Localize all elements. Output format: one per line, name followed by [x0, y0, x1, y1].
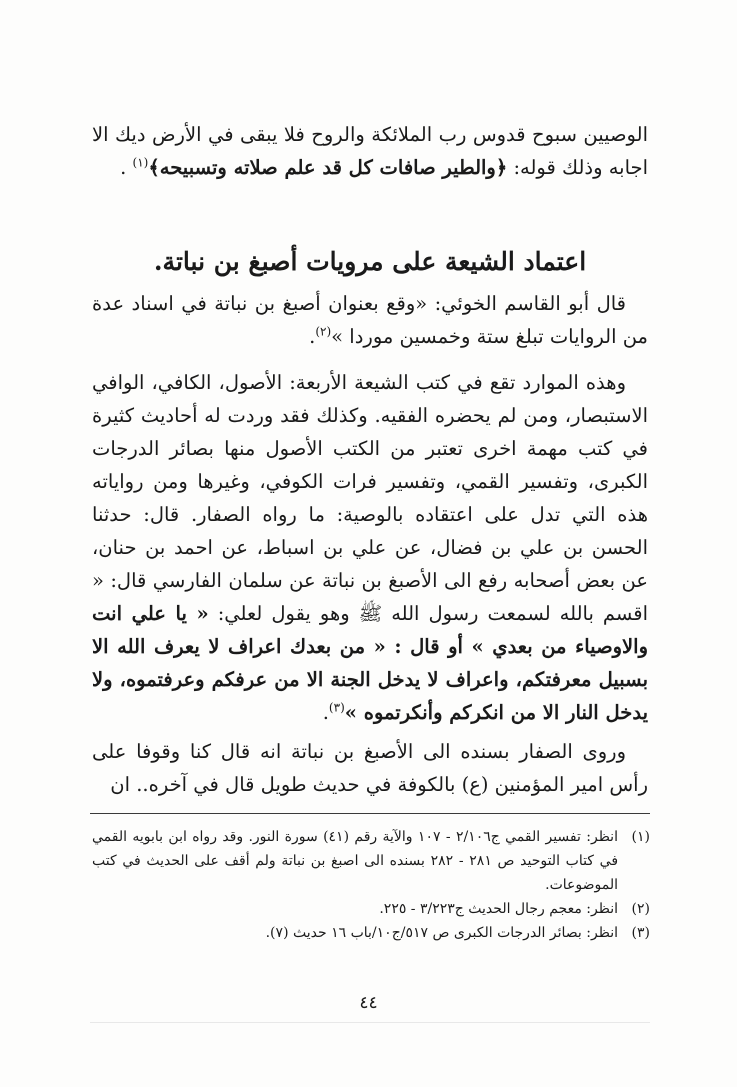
footnote-ref-2[interactable]: (٢): [315, 324, 332, 339]
paragraph-khoei-text: [92, 287, 648, 353]
intro-paragraph: [92, 118, 648, 184]
section-heading: اعتماد الشيعة على مرويات أصبغ بن نباتة.: [153, 247, 587, 276]
footnote-text: انظر: تفسير القمي ج٢/١٠٦ - ١٠٧ والآية رقم (٤١) سورة النور. وقد رواه ابن بابويه القمي في كتاب التوحيد ص ٢٨١ - ٢٨٢ بسنده الى اصبغ بن نباتة ولم أقف على الحديث في كتب الموضوعات.: [92, 829, 619, 893]
footnote-divider: [90, 813, 650, 814]
footnotes: [92, 825, 650, 945]
footnote-number: (٣): [631, 925, 650, 941]
paragraph-khoei: [92, 287, 648, 353]
intro-text: [92, 118, 648, 184]
footnote-text: انظر: معجم رجال الحديث ج٣/٢٢٣ - ٢٢٥.: [379, 901, 618, 917]
para3-body: وروى الصفار بسنده الى الأصبغ بن نباتة انه قال كنا وقوفا على رأس امير المؤمنين (ع) بالكوفة في حديث طويل قال في آخره.. ان: [92, 740, 648, 796]
paragraph-sources: [92, 366, 648, 729]
footnote-number: (٢): [631, 901, 650, 917]
para2-end: .: [322, 701, 329, 724]
footnote-2: [92, 897, 650, 921]
paragraph-saffar: [92, 735, 648, 801]
bottom-edge-line: [90, 1022, 650, 1023]
footnote-number: (١): [631, 829, 650, 845]
para1-body: قال أبو القاسم الخوئي: «وقع بعنوان أصبغ بن نباتة في اسناد عدة من الروايات تبلغ ستة وخمسين موردا »: [92, 292, 648, 348]
footnote-text: انظر: بصائر الدرجات الكبرى ص ٥١٧/ج١٠/باب ١٦ حديث (٧).: [265, 925, 618, 941]
paragraph-saffar-text: [92, 735, 648, 801]
page-number: ٤٤: [359, 993, 378, 1013]
intro-plain: الوصيين سبوح قدوس رب الملائكة والروح فلا يبقى في الأرض ديك الا اجابه وذلك قوله:: [92, 123, 648, 179]
footnote-ref-1[interactable]: (١): [132, 155, 149, 170]
footnote-1: [92, 825, 650, 897]
para2-body: وهذه الموارد تقع في كتب الشيعة الأربعة: الأصول، الكافي، الوافي الاستبصار، ومن لم يحضره الفقيه. وكذلك فقد وردت له أحاديث كثيرة في كتب مهمة اخرى تعتبر من الكتب الأصول منها بصائر الدرجات الكبرى، وتفسير القمي، وتفسير فرات الكوفي، وغيرها ومن رواياته هذه التي تدل على اعتقاده بالوصية: ما رواه الصفار. قال: حدثنا الحسن بن علي بن فضال، عن علي بن اسباط، عن احمد بن حنان، عن بعض أصحابه رفع الى الأصبغ بن نباتة عن سلمان الفارسي قال: « اقسم بالله لسمعت رسول الله ﷺ وهو يقول لعلي:: [92, 371, 648, 625]
footnote-ref-3[interactable]: (٣): [328, 700, 345, 715]
intro-quran-verse: ﴿والطير صافات كل قد علم صلاته وتسبيحه﴾: [148, 156, 508, 179]
intro-end: .: [120, 156, 133, 179]
footnote-3: [92, 921, 650, 945]
paragraph-sources-text: [92, 366, 648, 729]
para2-hadith: « يا علي انت والاوصياء من بعدي » أو قال : « من بعدك اعراف لا يعرف الله الا بسبيل معرفتكم، واعراف لا يدخل الجنة الا من عرفكم وعرفتموه، ولا يدخل النار الا من انكركم وأنكرتموه »: [92, 602, 648, 724]
para1-end: .: [309, 325, 316, 348]
